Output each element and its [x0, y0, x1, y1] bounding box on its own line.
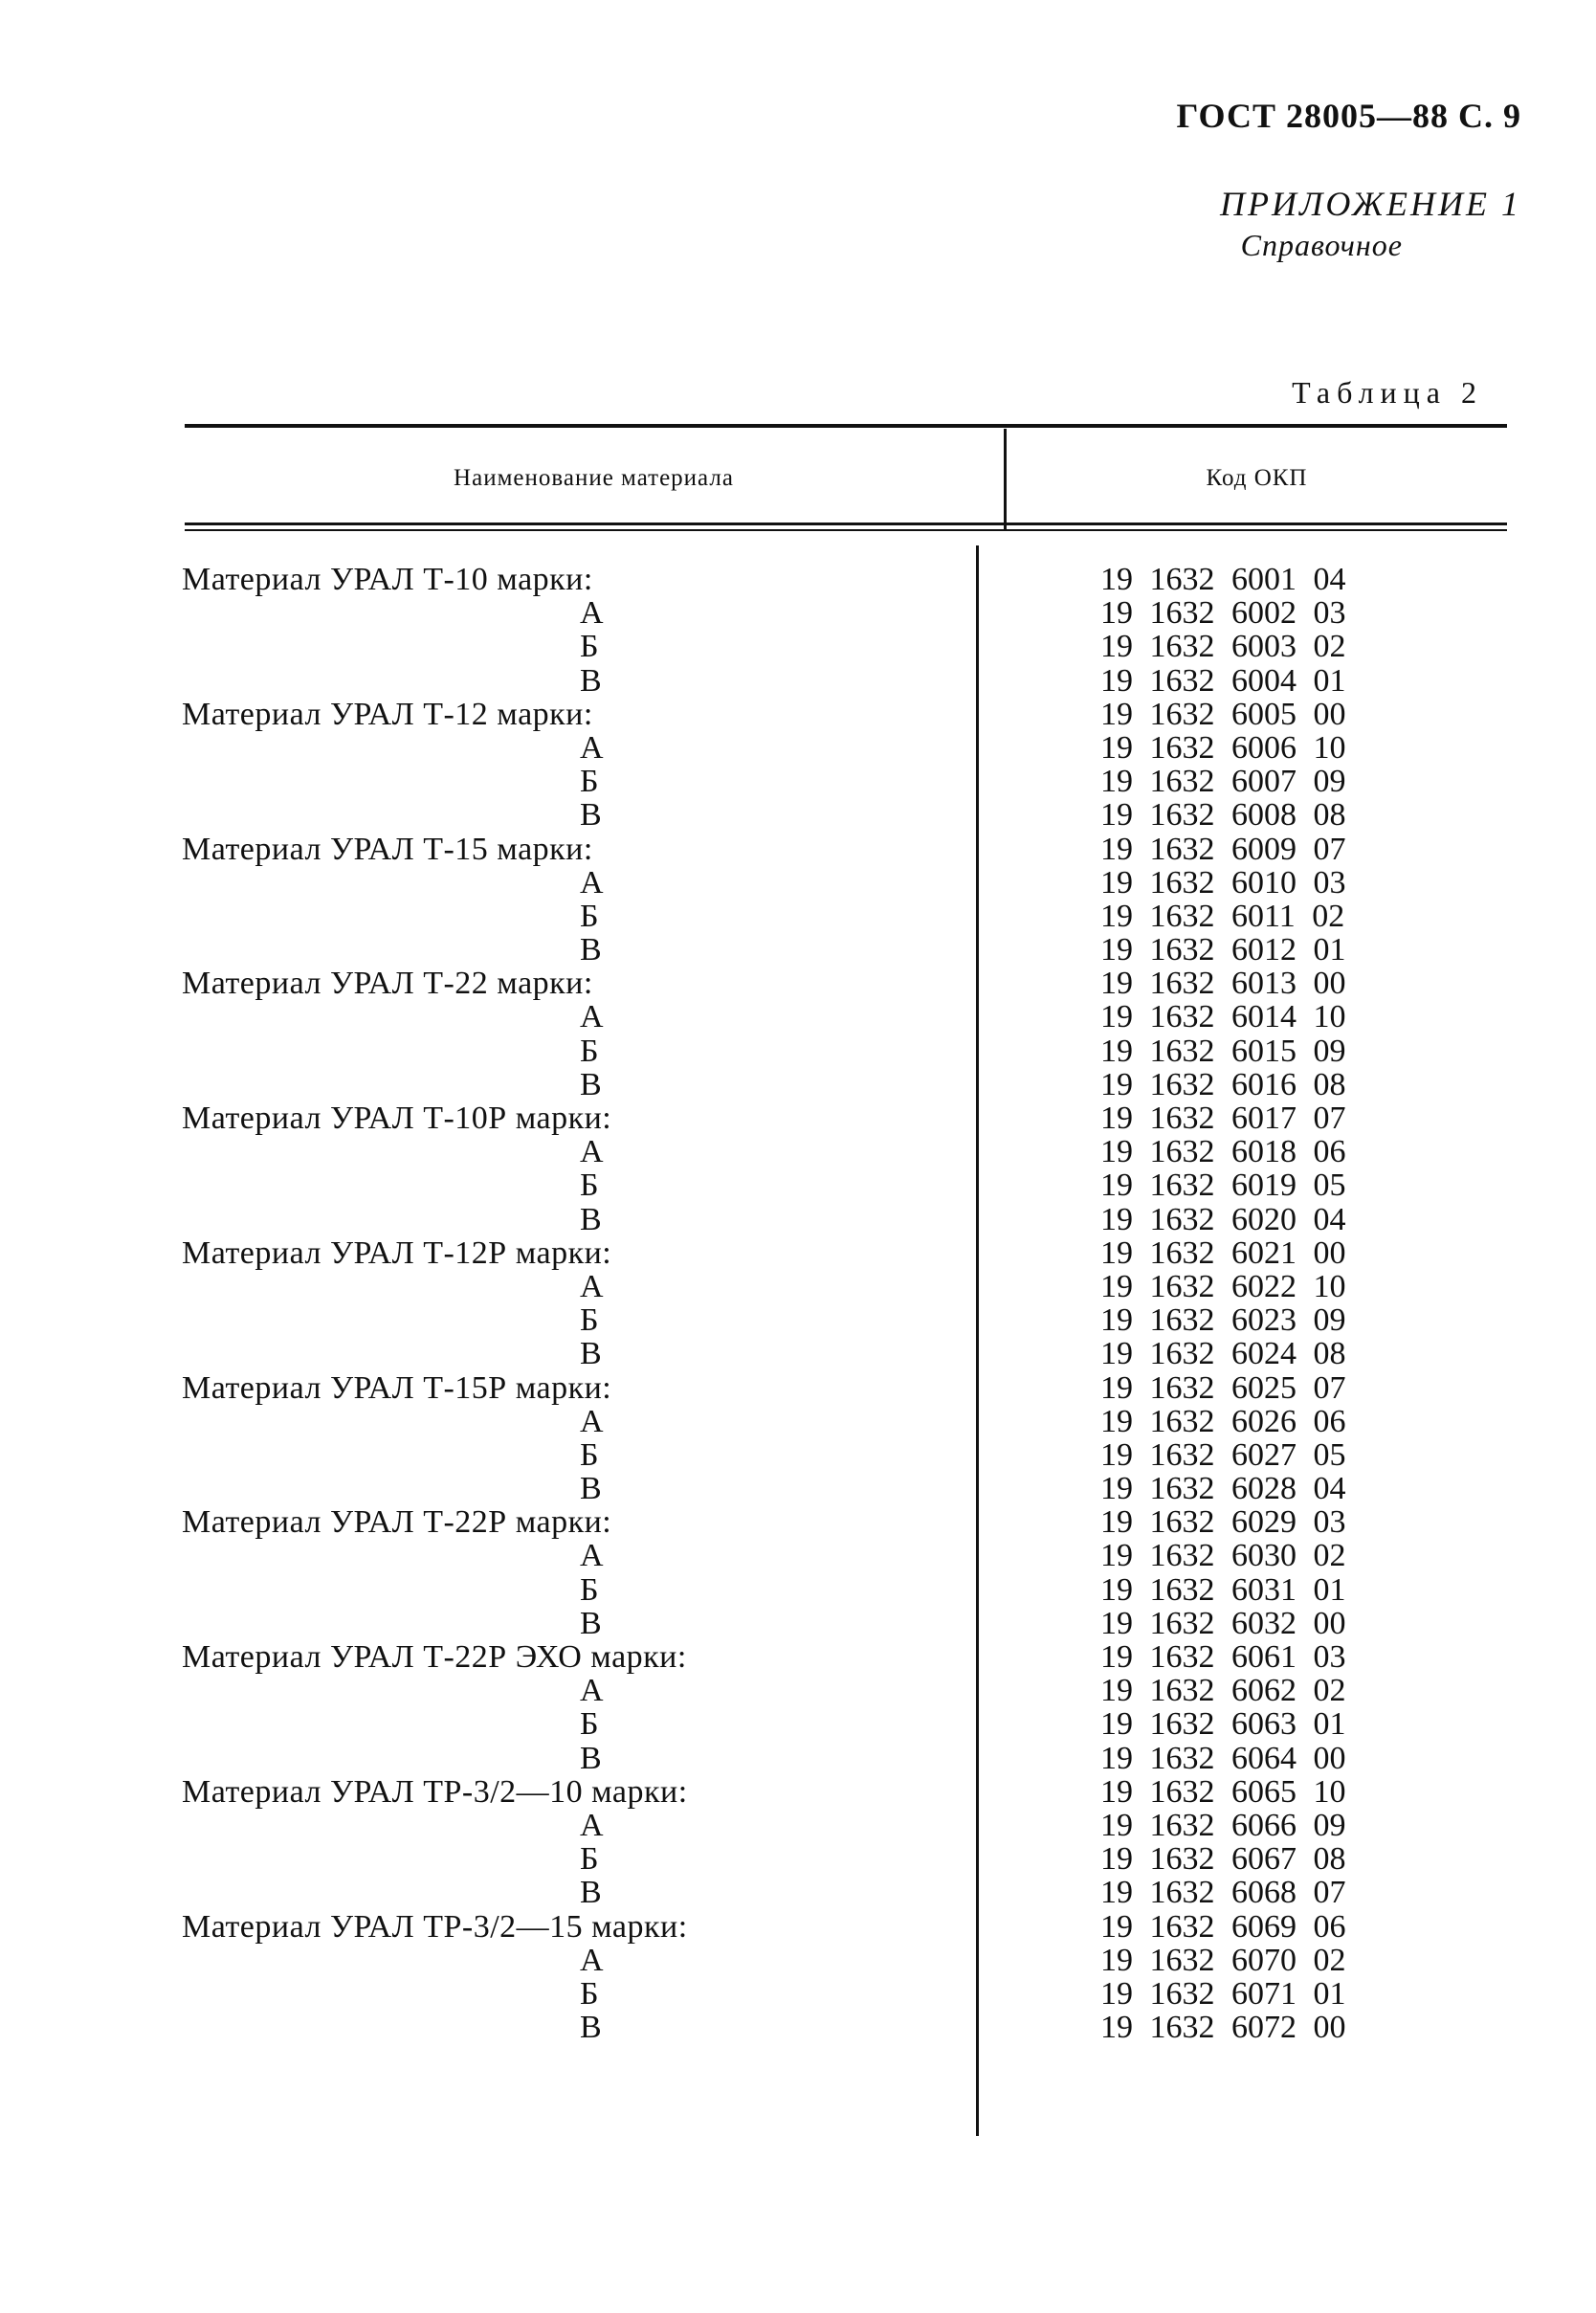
okp-code: 19 1632 6021 00	[1100, 1234, 1346, 1271]
table-row	[0, 1742, 1596, 1775]
okp-code: 19 1632 6024 08	[1100, 1336, 1346, 1372]
material-grade: В	[580, 662, 603, 699]
material-grade: В	[580, 932, 603, 968]
okp-code: 19 1632 6015 09	[1100, 1033, 1346, 1069]
material-grade: А	[580, 1673, 605, 1709]
table-row	[0, 1337, 1596, 1370]
column-header-okp-code: Код ОКП	[1206, 465, 1308, 491]
table-row	[0, 596, 1596, 630]
table-row	[0, 1303, 1596, 1337]
okp-code: 19 1632 6065 10	[1100, 1773, 1346, 1810]
okp-code: 19 1632 6069 06	[1100, 1908, 1346, 1945]
okp-code: 19 1632 6009 07	[1100, 831, 1346, 867]
okp-code: 19 1632 6027 05	[1100, 1436, 1346, 1473]
table-row	[0, 1809, 1596, 1842]
table-row	[0, 933, 1596, 967]
okp-code: 19 1632 6030 02	[1100, 1538, 1346, 1574]
material-grade: В	[580, 2010, 603, 2046]
table-row	[0, 1270, 1596, 1303]
okp-code: 19 1632 6006 10	[1100, 729, 1346, 766]
document-id: ГОСТ 28005—88 С. 9	[1176, 97, 1521, 135]
material-grade: Б	[580, 629, 600, 665]
material-name: Материал УРАЛ Т-15 марки:	[182, 831, 593, 867]
okp-code: 19 1632 6023 09	[1100, 1302, 1346, 1339]
table-row	[0, 698, 1596, 731]
material-grade: А	[580, 1538, 605, 1574]
okp-code: 19 1632 6028 04	[1100, 1471, 1346, 1507]
table-row	[0, 1775, 1596, 1809]
material-grade: Б	[580, 1033, 600, 1069]
table-row	[0, 1000, 1596, 1034]
table-row	[0, 1944, 1596, 1977]
table-row	[0, 1135, 1596, 1168]
okp-code: 19 1632 6068 07	[1100, 1875, 1346, 1911]
material-name: Материал УРАЛ Т-22Р ЭХО марки:	[182, 1639, 687, 1675]
material-grade: В	[580, 1336, 603, 1372]
table-row	[0, 1707, 1596, 1741]
material-grade: А	[580, 729, 605, 766]
table-row	[0, 1068, 1596, 1101]
okp-code: 19 1632 6029 03	[1100, 1504, 1346, 1541]
table-row	[0, 1640, 1596, 1674]
okp-code: 19 1632 6019 05	[1100, 1168, 1346, 1204]
table-row	[0, 1101, 1596, 1135]
material-grade: А	[580, 595, 605, 632]
material-name: Материал УРАЛ Т-12Р марки:	[182, 1234, 612, 1271]
material-grade: Б	[580, 1706, 600, 1743]
okp-code: 19 1632 6031 01	[1100, 1571, 1346, 1608]
okp-code: 19 1632 6063 01	[1100, 1706, 1346, 1743]
okp-code: 19 1632 6018 06	[1100, 1134, 1346, 1170]
table-row	[0, 1607, 1596, 1640]
table-row	[0, 1168, 1596, 1202]
material-grade: Б	[580, 1571, 600, 1608]
okp-code: 19 1632 6014 10	[1100, 999, 1346, 1035]
material-grade: В	[580, 1066, 603, 1102]
material-grade: А	[580, 1942, 605, 1978]
table-row	[0, 1539, 1596, 1572]
okp-code: 19 1632 6013 00	[1100, 966, 1346, 1002]
table-row	[0, 1910, 1596, 1944]
material-grade: Б	[580, 1841, 600, 1878]
okp-code: 19 1632 6067 08	[1100, 1841, 1346, 1878]
table-row	[0, 1505, 1596, 1539]
okp-code: 19 1632 6012 01	[1100, 932, 1346, 968]
material-grade: В	[580, 797, 603, 834]
okp-code: 19 1632 6071 01	[1100, 1975, 1346, 2012]
okp-code: 19 1632 6011 02	[1100, 898, 1345, 934]
material-name: Материал УРАЛ Т-22Р марки:	[182, 1504, 612, 1541]
table-row	[0, 1472, 1596, 1505]
material-grade: Б	[580, 1436, 600, 1473]
table-row	[0, 1034, 1596, 1068]
material-grade: А	[580, 999, 605, 1035]
material-name: Материал УРАЛ Т-15Р марки:	[182, 1369, 612, 1406]
column-header-material-name: Наименование материала	[454, 465, 734, 491]
material-name: Материал УРАЛ Т-10 марки:	[182, 562, 593, 597]
okp-code: 19 1632 6025 07	[1100, 1369, 1346, 1406]
material-grade: Б	[580, 1168, 600, 1204]
material-grade: В	[580, 1740, 603, 1776]
okp-code: 19 1632 6061 03	[1100, 1639, 1346, 1675]
appendix-title: ПРИЛОЖЕНИЕ 1	[1220, 185, 1521, 223]
table-row	[0, 866, 1596, 900]
material-grade: А	[580, 864, 605, 901]
table-row	[0, 1674, 1596, 1707]
okp-code: 19 1632 6002 03	[1100, 595, 1346, 632]
table-row	[0, 1438, 1596, 1472]
material-name: Материал УРАЛ Т-12 марки:	[182, 696, 593, 732]
material-name: Материал УРАЛ Т-22 марки:	[182, 966, 593, 1002]
table-row	[0, 765, 1596, 798]
okp-code: 19 1632 6003 02	[1100, 629, 1346, 665]
okp-code: 19 1632 6007 09	[1100, 764, 1346, 800]
okp-code: 19 1632 6008 08	[1100, 797, 1346, 834]
table-row	[0, 900, 1596, 933]
material-grade: Б	[580, 898, 600, 934]
material-grade: В	[580, 1605, 603, 1641]
material-name: Материал УРАЛ ТР-3/2—10 марки:	[182, 1773, 688, 1810]
okp-code: 19 1632 6062 02	[1100, 1673, 1346, 1709]
table-row	[0, 1842, 1596, 1876]
material-grade: А	[580, 1134, 605, 1170]
material-grade: А	[580, 1807, 605, 1843]
material-grade: А	[580, 1268, 605, 1304]
material-grade: Б	[580, 764, 600, 800]
okp-code: 19 1632 6001 04	[1100, 562, 1346, 597]
okp-code: 19 1632 6070 02	[1100, 1942, 1346, 1978]
material-grade: Б	[580, 1302, 600, 1339]
table-row	[0, 664, 1596, 698]
table-row	[0, 630, 1596, 663]
okp-code: 19 1632 6020 04	[1100, 1201, 1346, 1237]
okp-code: 19 1632 6005 00	[1100, 696, 1346, 732]
okp-code: 19 1632 6072 00	[1100, 2010, 1346, 2046]
table-row	[0, 967, 1596, 1000]
table-top-rule	[185, 424, 1507, 428]
material-grade: В	[580, 1875, 603, 1911]
material-grade: А	[580, 1403, 605, 1439]
table-row	[0, 1573, 1596, 1607]
appendix-type: Справочное	[1240, 228, 1403, 262]
table-row	[0, 1977, 1596, 2011]
table-body	[0, 563, 1596, 2044]
material-name: Материал УРАЛ Т-10Р марки:	[182, 1101, 612, 1136]
okp-code: 19 1632 6010 03	[1100, 864, 1346, 901]
header-double-rule	[185, 529, 1507, 531]
table-caption: Таблица 2	[1292, 375, 1483, 410]
okp-code: 19 1632 6017 07	[1100, 1101, 1346, 1136]
okp-code: 19 1632 6004 01	[1100, 662, 1346, 699]
table-row	[0, 798, 1596, 832]
material-grade: В	[580, 1201, 603, 1237]
table-row	[0, 833, 1596, 866]
okp-code: 19 1632 6016 08	[1100, 1066, 1346, 1102]
okp-code: 19 1632 6064 00	[1100, 1740, 1346, 1776]
table-row	[0, 1876, 1596, 1909]
table-row	[0, 1405, 1596, 1438]
okp-code: 19 1632 6026 06	[1100, 1403, 1346, 1439]
material-name: Материал УРАЛ ТР-3/2—15 марки:	[182, 1908, 688, 1945]
table-row	[0, 1236, 1596, 1270]
table-row	[0, 1371, 1596, 1405]
okp-code: 19 1632 6066 09	[1100, 1807, 1346, 1843]
table-row	[0, 1203, 1596, 1236]
material-grade: Б	[580, 1975, 600, 2012]
table-row	[0, 2011, 1596, 2044]
table-row	[0, 731, 1596, 765]
material-grade: В	[580, 1471, 603, 1507]
okp-code: 19 1632 6032 00	[1100, 1605, 1346, 1641]
okp-code: 19 1632 6022 10	[1100, 1268, 1346, 1304]
header-double-rule	[185, 523, 1507, 525]
table-row	[0, 563, 1596, 596]
